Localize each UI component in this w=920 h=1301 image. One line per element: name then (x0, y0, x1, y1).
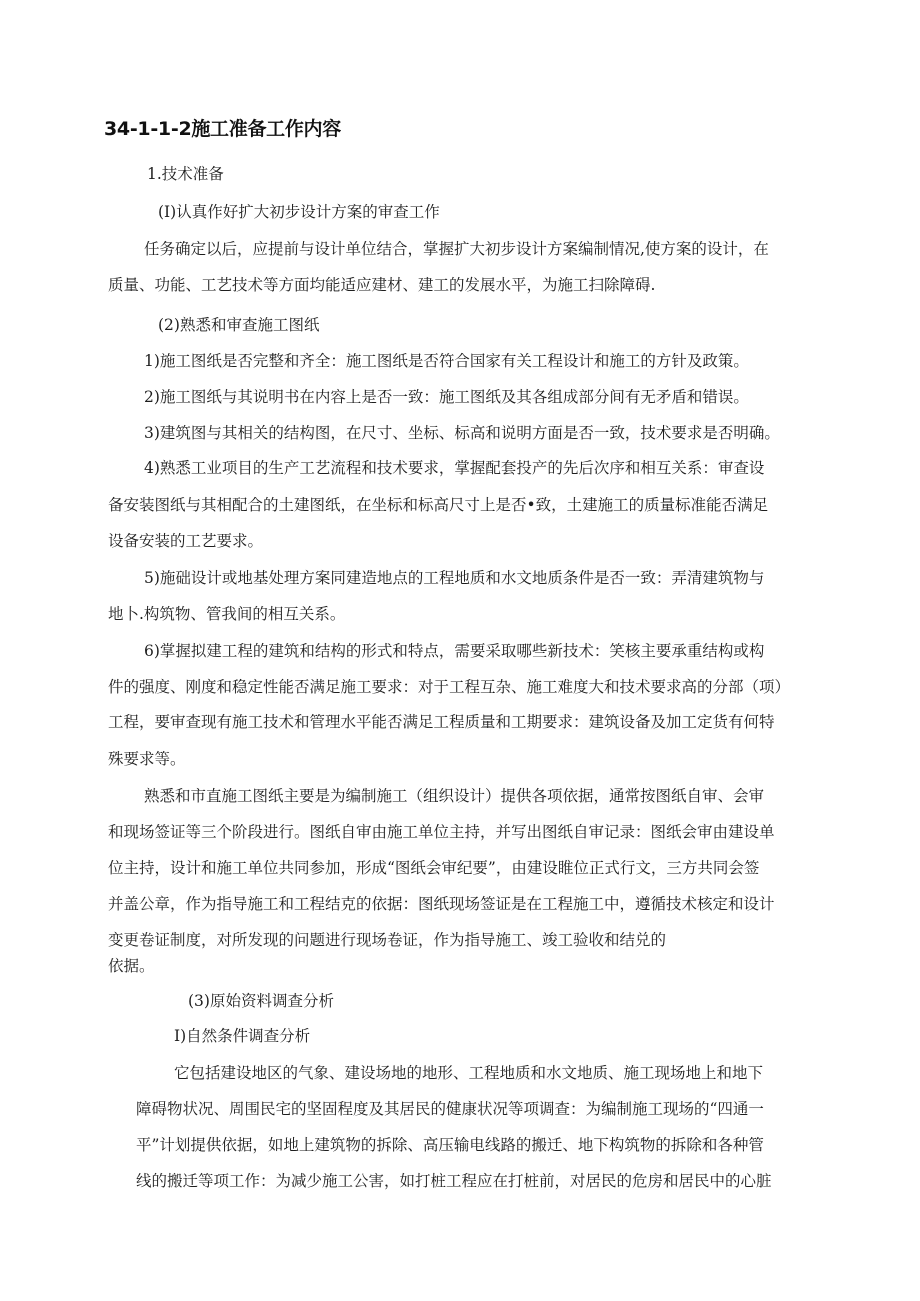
text-line: 殊要求等。 (108, 750, 186, 768)
text-line: 和现场签证等三个阶段进行。图纸自审由施工单位主持，并写出图纸自审记录：图纸会审由建设单 (108, 823, 775, 841)
text-line: 2)施工图纸与其说明书在内容上是否一致：施工图纸及其各组成部分间有无矛盾和错误。 (144, 388, 749, 406)
text-line: 4)熟悉工业项目的生产工艺流程和技术要求，掌握配套投产的先后次序和相互关系：审查设 (144, 459, 765, 477)
text-line: 依据。 (108, 957, 155, 975)
text-line: 熟悉和市直施工图纸主要是为编制施工（组织设计）提供各项依据，通常按图纸自审、会审 (144, 787, 765, 805)
text-line: I)自然条件调查分析 (174, 1027, 311, 1045)
text-line: (3)原始资料调查分析 (188, 992, 334, 1010)
text-line: 它包括建设地区的气象、建设场地的地形、工程地质和水文地质、施工现场地上和地下 (174, 1064, 764, 1082)
text-line: 备安装图纸与其相配合的土建图纸，在坐标和标高尺寸上是否•致，土建施工的质量标准能否满足 (108, 496, 769, 514)
text-line: 6)掌握拟建工程的建筑和结构的形式和特点，需要采取哪些新技术：笑核主要承重结构或构 (144, 642, 765, 660)
text-line: 工程，要审查现有施工技术和管理水平能否满足工程质量和工期要求：建筑设备及加工定货有何特 (108, 713, 775, 731)
text-line: 1.技术准备 (147, 165, 224, 183)
text-line: 设备安装的工艺要求。 (108, 532, 264, 550)
text-line: 平”计划提供依据，如地上建筑物的拆除、高压输电线路的搬迁、地下构筑物的拆除和各种管 (136, 1136, 764, 1154)
text-line: (2)熟悉和审查施工图纸 (158, 316, 320, 334)
text-line: 并盖公章，作为指导施工和工程结克的依据：图纸现场签证是在工程施工中，遵循技术核定和设计 (108, 895, 775, 913)
text-line: 1)施工图纸是否完整和齐全：施工图纸是否符合国家有关工程设计和施工的方针及政策。 (144, 352, 749, 370)
text-line: 线的搬迁等项工作：为减少施工公害，如打桩工程应在打桩前，对居民的危房和居民中的心脏 (136, 1172, 772, 1190)
text-line: 件的强度、刚度和稳定性能否满足施工要求：对于工程互杂、施工难度大和技术要求高的分部（项） (108, 678, 791, 696)
text-line: 障碍物状况、周围民宅的坚固程度及其居民的健康状况等项调查：为编制施工现场的“四通一 (136, 1100, 764, 1118)
text-line: 任务确定以后，应提前与设计单位结合，掌握扩大初步设计方案编制情况,使方案的设计，在 (144, 240, 769, 258)
text-line: 3)建筑图与其相关的结构图，在尺寸、坐标、标高和说明方面是否一致，技术要求是否明确。 (144, 424, 780, 442)
text-line: (I)认真作好扩大初步设计方案的审查工作 (158, 203, 440, 221)
text-line: 位主持，设计和施工单位共同参加，形成“图纸会审纪要”，由建设睢位正式行文，三方共同会签 (108, 859, 760, 877)
text-line: 变更卷证制度，对所发现的问题进行现场卷证，作为指导施工、竣工验收和结兑的 (108, 931, 667, 949)
text-line: 质量、功能、工艺技术等方面均能适应建材、建工的发展水平，为施工扫除障碍. (108, 276, 656, 294)
text-line: 5)施础设计或地基处理方案同建造地点的工程地质和水文地质条件是否一致：弄清建筑物与 (144, 569, 765, 587)
text-line: 地卜.构筑物、管我间的相互关系。 (108, 605, 346, 623)
section-title: 34-1-1-2施工准备工作内容 (104, 118, 341, 140)
